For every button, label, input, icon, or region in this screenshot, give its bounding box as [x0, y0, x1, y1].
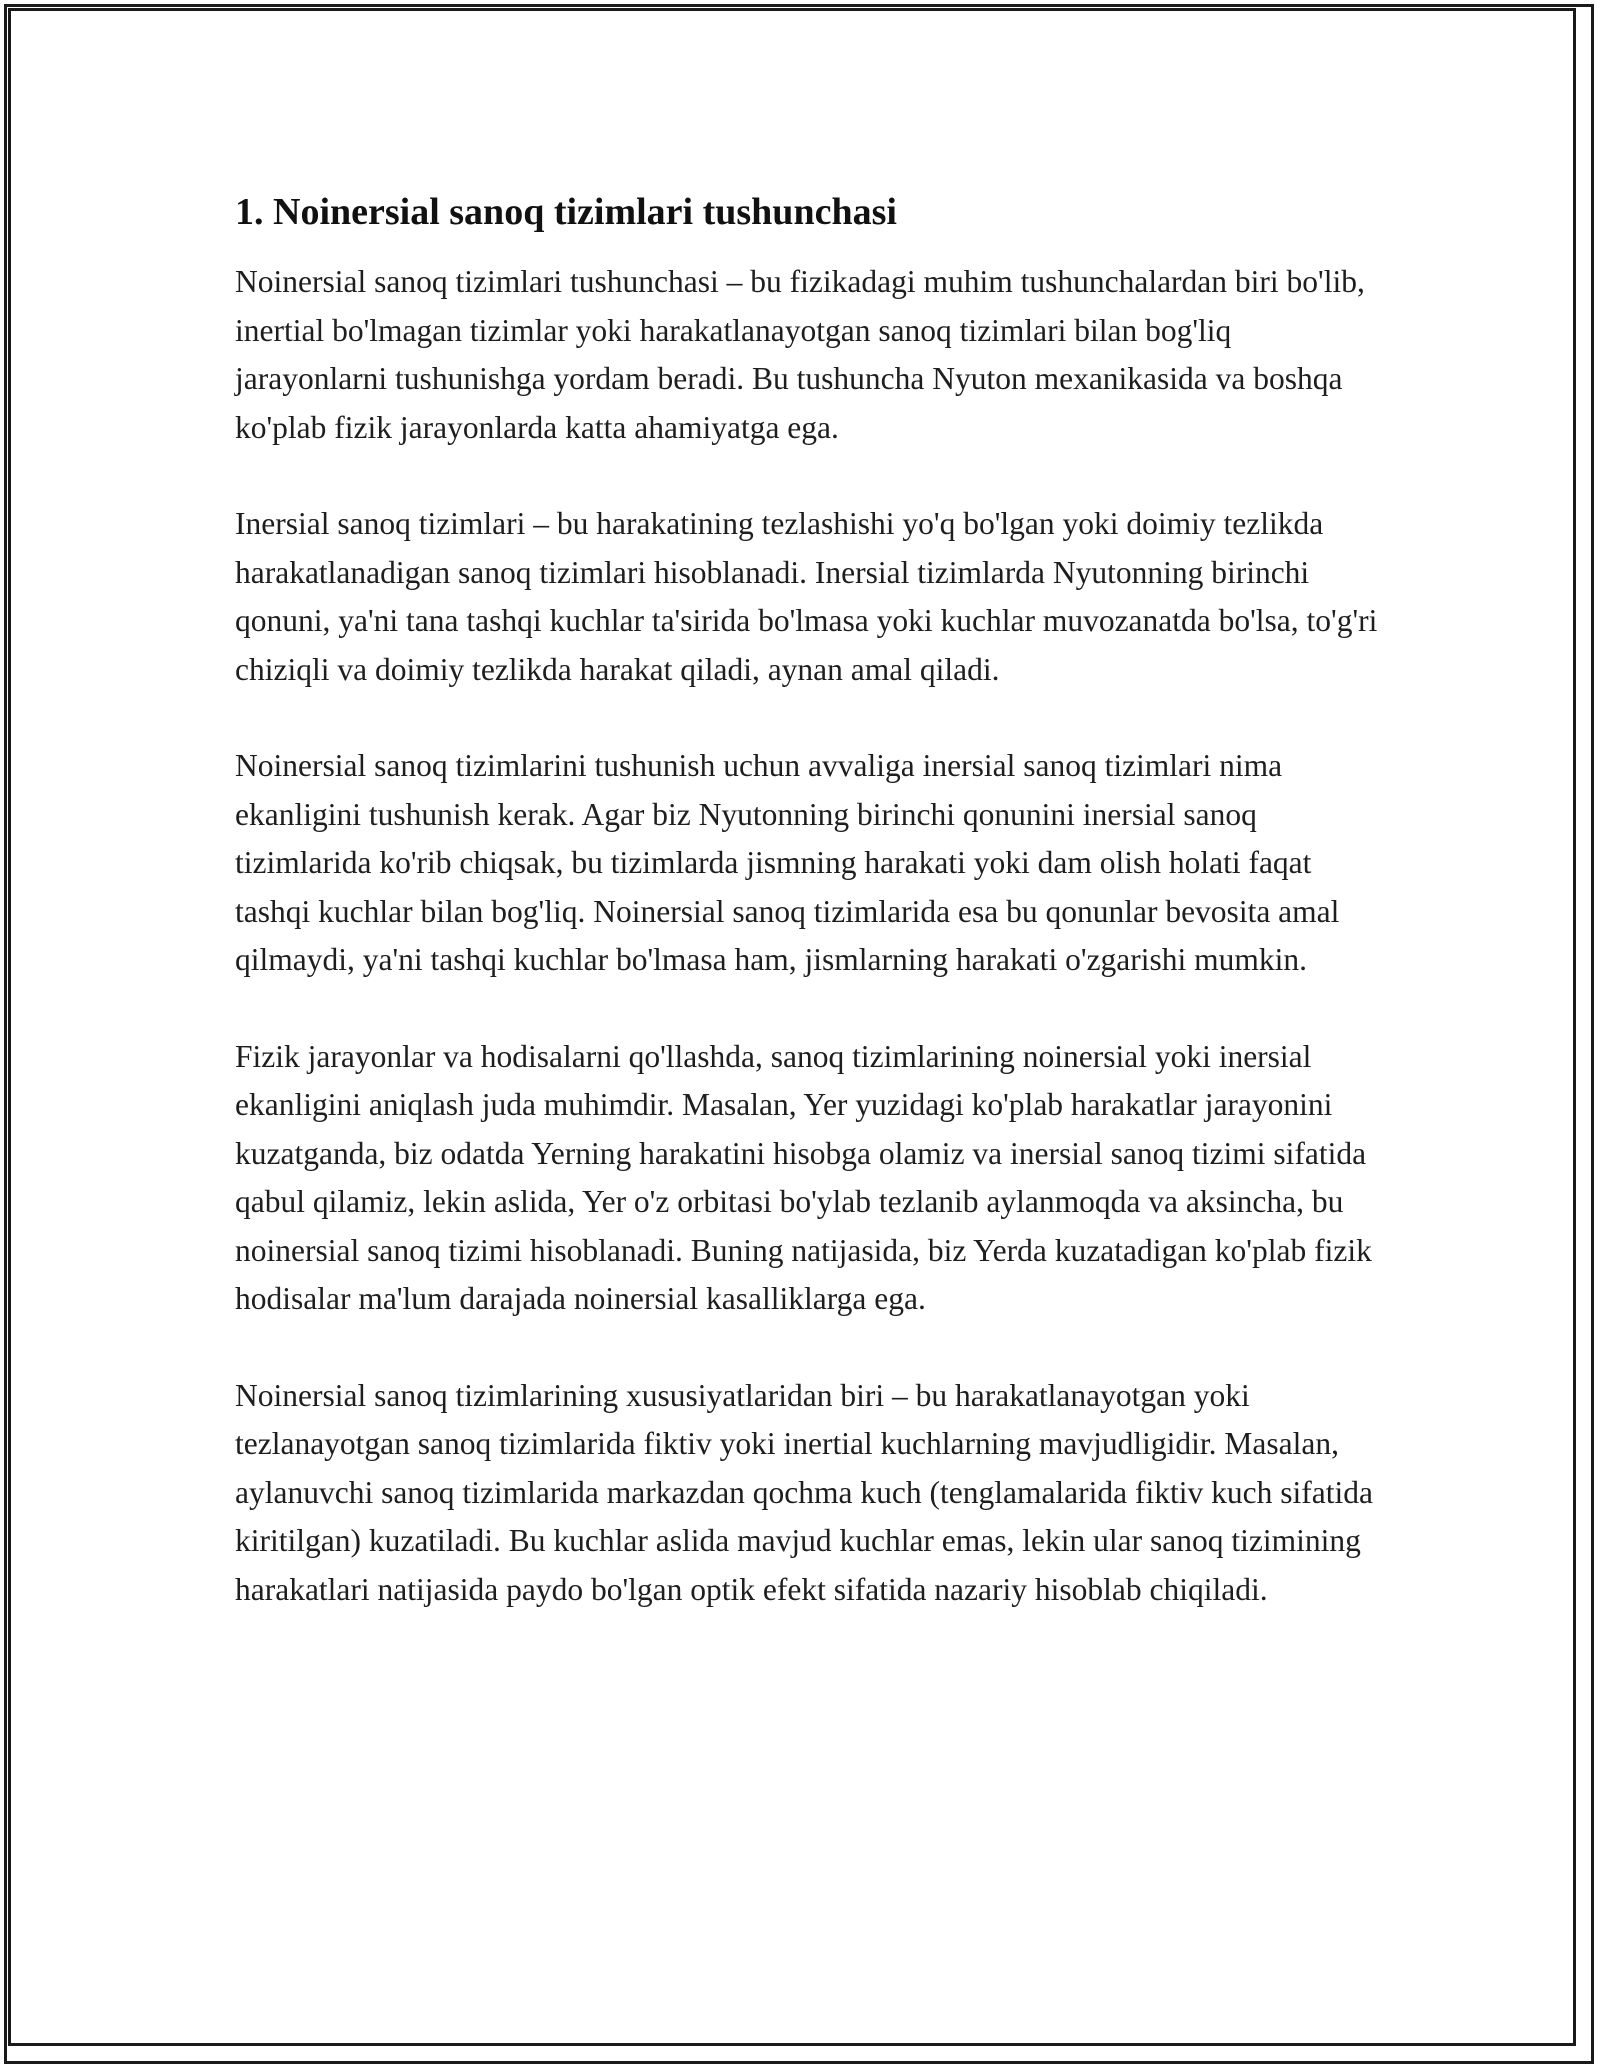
paragraph-2: Inersial sanoq tizimlari – bu harakatining tezlashishi yo'q bo'lgan yoki doimiy tezlikda harakatlanadigan sanoq tizimlari hisoblanadi. Inersial tizimlarda Nyutonning birinchi qonuni, ya'ni tana tashqi kuchlar ta'sirida bo'lmasa yoki kuchlar muvozanatda bo'lsa, to'g'ri chiziqli va doimiy tezlikda harakat qiladi, aynan amal qiladi. — [235, 506, 1378, 687]
paragraph-1: Noinersial sanoq tizimlari tushunchasi – bu fizikadagi muhim tushunchalardan biri bo'lib, inertial bo'lmagan tizimlar yoki harakatlanayotgan sanoq tizimlari bilan bog'liq jarayonlarni tushunishga yordam beradi. Bu tushuncha Nyuton mexanikasida va boshqa ko'plab fizik jarayonlarda katta ahamiyatga ega. — [235, 264, 1365, 445]
document-body — [235, 184, 1385, 1662]
section-title: 1. Noinersial sanoq tizimlari tushunchasi — [235, 191, 897, 233]
paragraph-3: Noinersial sanoq tizimlarini tushunish uchun avvaliga inersial sanoq tizimlari nima ekanligini tushunish kerak. Agar biz Nyutonning birinchi qonunini inersial sanoq tizimlarida ko'rib chiqsak, bu tizimlarda jismning harakati yoki dam olish holati faqat tashqi kuchlar bilan bog'liq. Noinersial sanoq tizimlarida esa bu qonunlar bevosita amal qilmaydi, ya'ni tashqi kuchlar bo'lmasa ham, jismlarning harakati o'zgarishi mumkin. — [235, 748, 1340, 977]
paragraph-4: Fizik jarayonlar va hodisalarni qo'llashda, sanoq tizimlarining noinersial yoki inersial ekanligini aniqlash juda muhimdir. Masalan, Yer yuzidagi ko'plab harakatlar jarayonini kuzatganda, biz odatda Yerning harakatini hisobga olamiz va inersial sanoq tizimi sifatida qabul qilamiz, lekin aslida, Yer o'z orbitasi bo'ylab tezlanib aylanmoqda va aksincha, bu noinersial sanoq tizimi hisoblanadi. Buning natijasida, biz Yerda kuzatadigan ko'plab fizik hodisalar ma'lum darajada noinersial kasalliklarga ega. — [235, 1038, 1372, 1316]
paragraph-5: Noinersial sanoq tizimlarining xususiyatlaridan biri – bu harakatlanayotgan yoki tezlanayotgan sanoq tizimlarida fiktiv yoki inertial kuchlarning mavjudligidir. Masalan, aylanuvchi sanoq tizimlarida markazdan qochma kuch (tenglamalarida fiktiv kuch sifatida kiritilgan) kuzatiladi. Bu kuchlar aslida mavjud kuchlar emas, lekin ular sanoq tizimining harakatlari natijasida paydo bo'lgan optik efekt sifatida nazariy hisoblab chiqiladi. — [235, 1377, 1373, 1607]
